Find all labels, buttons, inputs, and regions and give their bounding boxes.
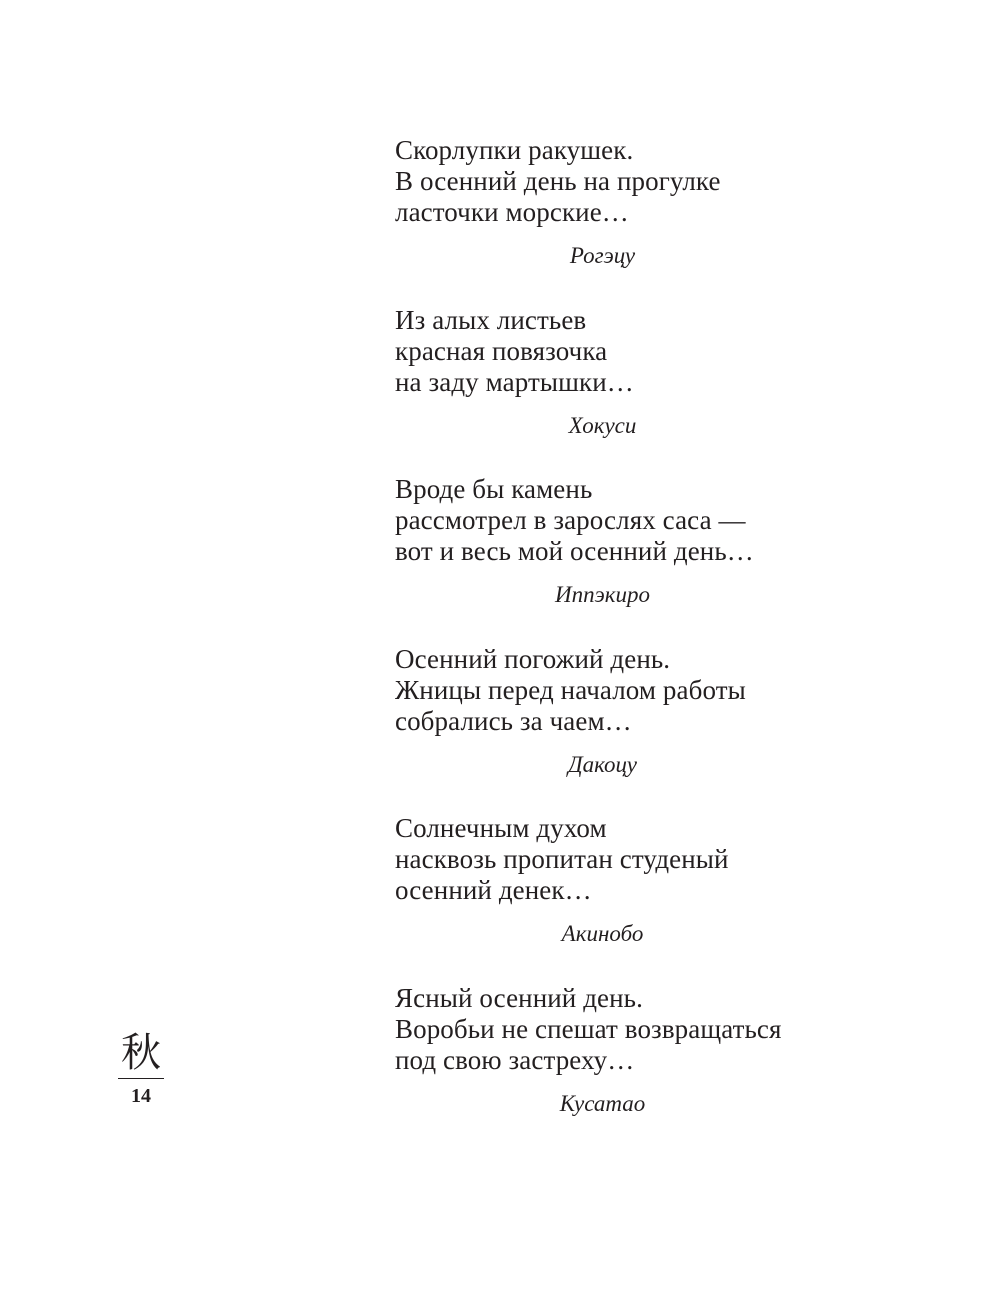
- poem-line: под свою застреху…: [395, 1044, 635, 1075]
- poem: [395, 983, 875, 1153]
- poem: [395, 813, 875, 983]
- poem-line: Жницы перед началом работы: [395, 674, 746, 705]
- poem-author: Кусатао: [559, 1090, 646, 1116]
- poem: [395, 644, 875, 814]
- poem-line: собрались за чаем…: [395, 705, 632, 736]
- poem-line: Скорлупки ракушек.: [395, 135, 634, 165]
- poem-author: Хокуси: [568, 412, 637, 438]
- poem-list: [395, 135, 875, 1152]
- poem-author: Дакоцу: [568, 751, 637, 777]
- poem-line: ласточки морские…: [395, 197, 629, 227]
- poem-author: Рогэцу: [569, 243, 636, 268]
- autumn-kanji: 秋: [121, 1030, 161, 1076]
- poem-line: Из алых листьев: [395, 304, 587, 335]
- poem-line: Солнечным духом: [395, 813, 607, 843]
- poem-line: на заду мартышки…: [395, 366, 634, 397]
- page-number: 14: [131, 1085, 151, 1107]
- poem: [395, 474, 875, 644]
- poem: [395, 305, 875, 475]
- poem-line: вот и весь мой осенний день…: [395, 536, 754, 566]
- poem-line: Воробьи не спешат возвращаться: [395, 1013, 782, 1044]
- page-footer: [118, 1030, 164, 1107]
- poem-author: Иппэкиро: [554, 582, 650, 607]
- footer-divider: [118, 1078, 164, 1079]
- poem-line: В осенний день на прогулке: [395, 166, 721, 196]
- poem: [395, 135, 875, 305]
- poem-line: рассмотрел в зарослях саса —: [395, 505, 746, 535]
- poem-line: осенний денек…: [395, 875, 592, 905]
- poem-line: Вроде бы камень: [395, 474, 593, 504]
- poem-line: красная повязочка: [395, 335, 608, 366]
- poem-author: Акинобо: [561, 921, 644, 946]
- poem-line: Осенний погожий день.: [395, 643, 671, 674]
- poem-line: насквозь пропитан студеный: [395, 844, 729, 874]
- poem-line: Ясный осенний день.: [395, 982, 643, 1013]
